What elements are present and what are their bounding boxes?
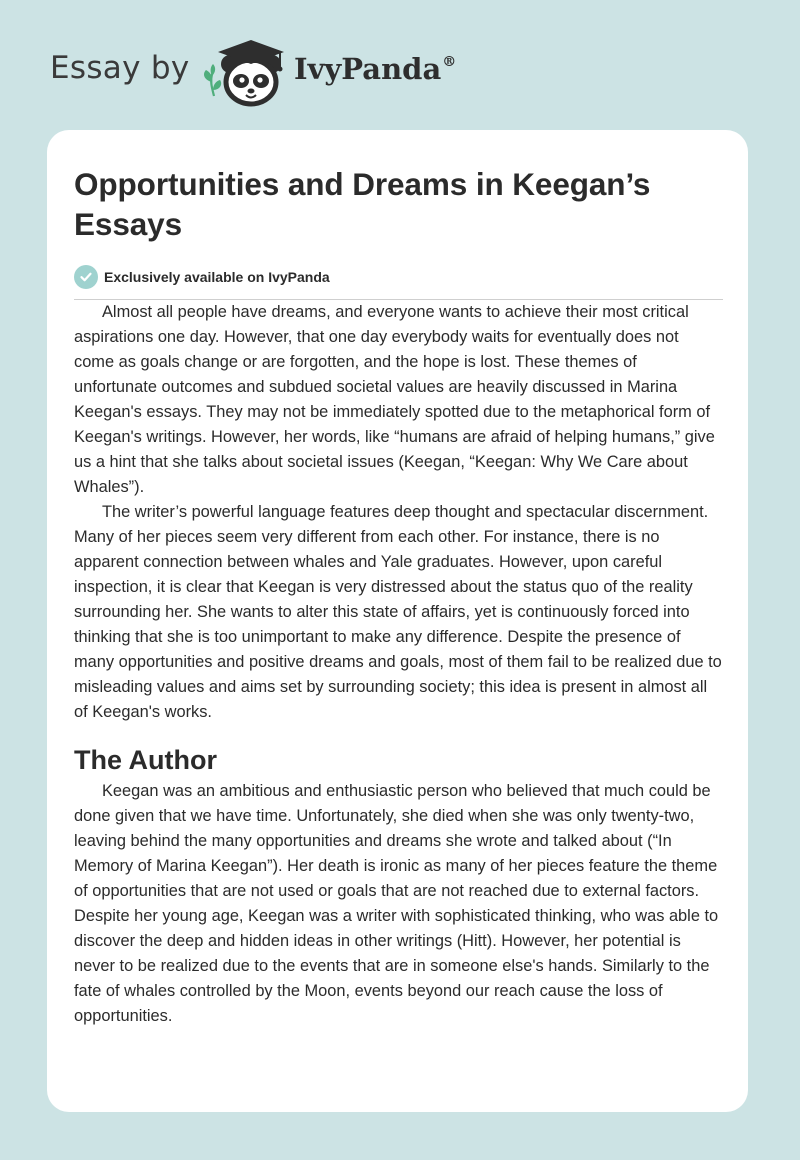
exclusive-badge — [74, 264, 723, 290]
registered-mark: ® — [442, 54, 457, 70]
paragraph-intro: Almost all people have dreams, and everyone wants to achieve their most critical aspirations one day. However, that one day everybody waits for eventually does not come as goals change or are forgotten, and the hope is lost. These themes of unfortunate outcomes and subdued societal values are heavily discussed in Marina Keegan's essays. They may not be immediately spotted due to the metaphorical form of Keegan's writings. However, her words, like “humans are afraid of helping humans,” give us a hint that she talks about societal issues (Keegan, “Keegan: Why We Care about Whales”). — [74, 303, 715, 496]
paragraph-thesis: The writer’s powerful language features deep thought and spectacular discernment. Many of her pieces seem very different from each other. For instance, there is no apparent connection between whales and Yale graduates. However, upon careful inspection, it is clear that Keegan is very distressed about the status quo of the reality surrounding her. She wants to alter this state of affairs, yet is continuously forced into thinking that she is too unimportant to make any difference. Despite the presence of many opportunities and positive dreams and goals, most of them fail to be realized due to misleading values and aims set by surrounding society; this idea is present in almost all of Keegan's works. — [74, 503, 722, 721]
essay-card — [47, 130, 748, 1112]
brand-text: IvyPanda — [294, 52, 442, 86]
panda-graduate-logo-icon[interactable] — [200, 34, 300, 110]
section-heading: The Author — [74, 745, 217, 775]
check-circle-icon — [74, 265, 98, 289]
badge-label: Exclusively available on IvyPanda — [104, 269, 330, 285]
essay-by-label: Essay by — [50, 50, 190, 86]
page-title: Opportunities and Dreams in Keegan’s Essays — [74, 166, 651, 242]
essay-content — [74, 164, 723, 1029]
site-header — [50, 30, 510, 110]
brand-name[interactable] — [294, 52, 456, 86]
paragraph-author: Keegan was an ambitious and enthusiastic person who believed that much could be done given that we have time. Unfortunately, she died when she was only twenty-two, leaving behind the many opportunities and dreams she wrote and talked about (“In Memory of Marina Keegan”). Her death is ironic as many of her pieces feature the theme of opportunities that are not used or goals that are not reached due to external factors. Despite her young age, Keegan was a writer with sophisticated thinking, who was able to discover the deep and hidden ideas in other writings (Hitt). However, her potential is never to be realized due to the events that are in someone else's hands. Similarly to the fate of whales controlled by the Moon, events beyond our reach cause the loss of opportunities. — [74, 782, 719, 1025]
